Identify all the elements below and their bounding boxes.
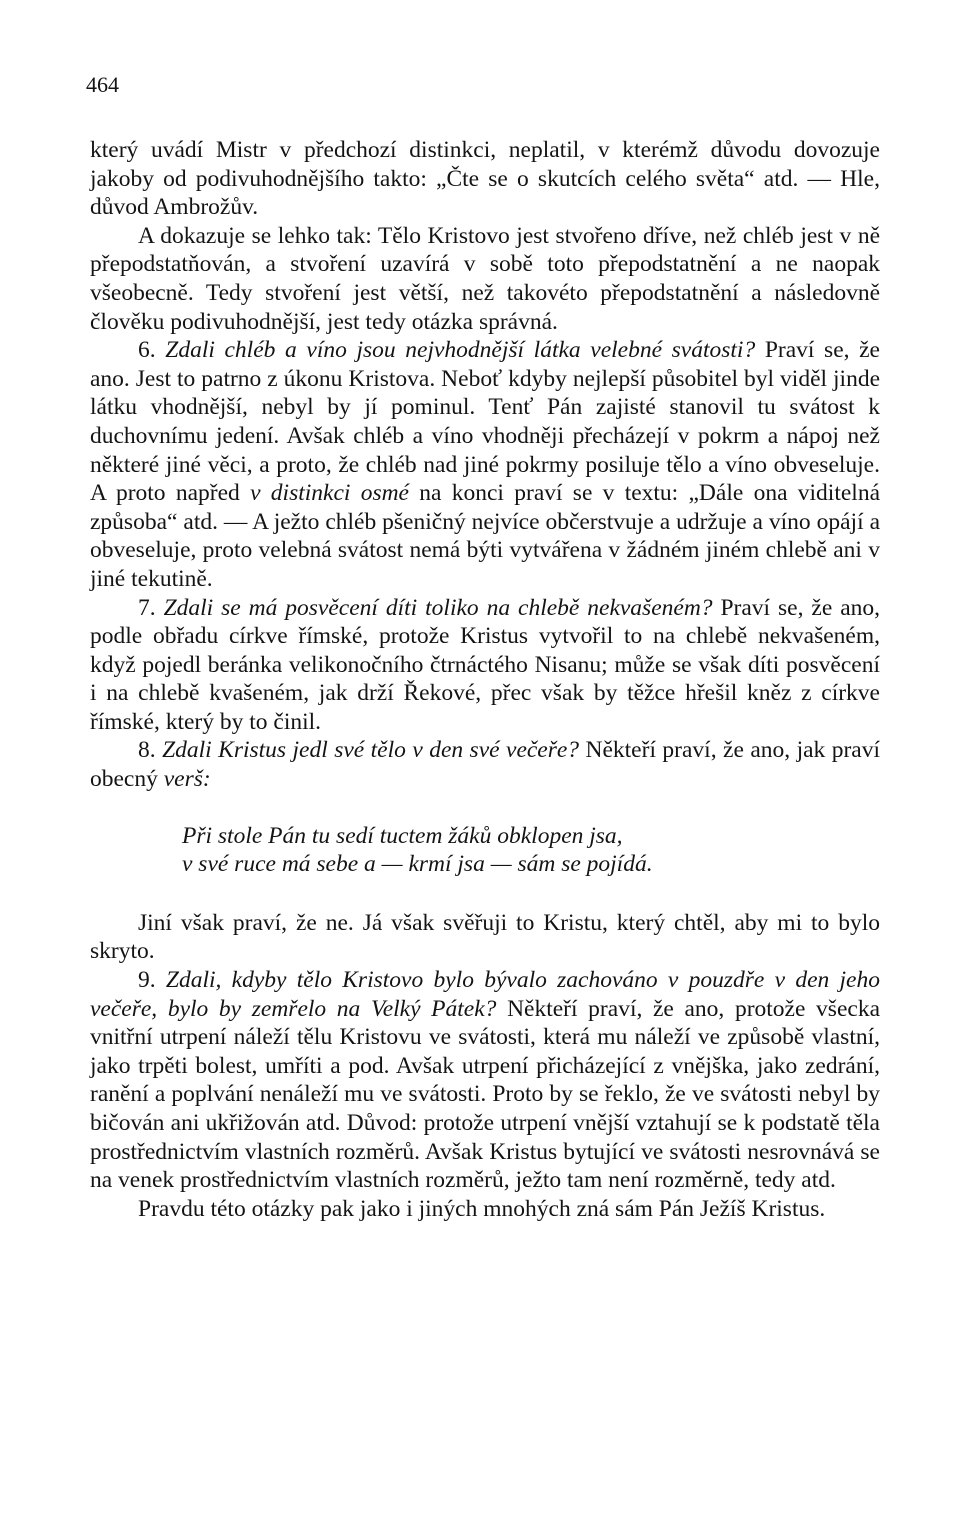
italic-text: Zdali, kdyby tělo Kristovo bylo bývalo zachováno v pouzdře v den jeho večeře, bylo by zemřelo na Velký Pátek? — [90, 967, 880, 1022]
text-run: 7. — [138, 594, 164, 621]
paragraphs-before-verse — [90, 136, 880, 794]
text-run: Jiní však praví, že ne. Já však svěřuji to Kristu, který chtěl, aby mi to bylo skryto. — [90, 909, 880, 965]
paragraph-p1 — [90, 136, 880, 222]
italic-text: Zdali se má posvěcení díti toliko na chlebě nekvašeném? — [163, 594, 713, 621]
text-run: Někteří praví, že ano, jak praví obecný — [90, 737, 880, 793]
paragraph-p2 — [90, 222, 880, 336]
text-run: 9. — [138, 967, 166, 994]
body-text — [90, 136, 880, 1223]
italic-text: Zdali chléb a víno jsou nejvhodnější látka velebné svátosti? — [165, 337, 756, 364]
text-run: 8. — [138, 737, 163, 764]
paragraph-p5 — [90, 736, 880, 793]
text-run: 6. — [138, 337, 166, 364]
paragraph-p7 — [90, 966, 880, 1195]
paragraphs-after-verse — [90, 909, 880, 1224]
italic-text: Zdali Kristus jedl své tělo v den své večeře? — [162, 737, 580, 764]
text-run: Někteří praví, že ano, protože všecka vnitřní utrpení náleží tělu Kristovu ve svátosti, která mu náleží ve způsobě vlastní, jako trpěti bolest, umříti a pod. Avšak utrpení přicházející z vnějška, jako zedrání, ranění a poplvání nenáleží mu ve svátosti. Proto by se řeklo, že ve svátosti nebyl by bičován ani ukřižován atd. Důvod: protože utrpení vnější vztahují se k podstatě těla prostřednictvím vlastních rozměrů. Avšak Kristus bytující ve svátosti nesrovnává se na venek prostřednictvím vlastních rozměrů, ježto tam není rozměrně, tedy atd. — [90, 995, 880, 1194]
text-run: na konci praví se v textu: „Dále ona viditelná způsoba“ atd. — A ježto chléb pšeničný nejvíce občerstvuje a udržuje a víno opájí a obveseluje, proto velebná svátost nemá býti vytvářena v žádném jiném chlebě ani v jiné tekutině. — [90, 480, 881, 592]
italic-text: v distinkci osmé — [250, 480, 409, 507]
page-number: 464 — [86, 72, 119, 97]
verse-block — [182, 822, 880, 879]
verse-line-2: v své ruce má sebe a — krmí jsa — sám se pojídá. — [182, 851, 653, 878]
text-run: který uvádí Mistr v předchozí distinkci, neplatil, v kterémž důvodu dovozuje jakoby od podivuhodnějšího takto: „Čte se o skutcích celého světa“ atd. — Hle, důvod Ambrožův. — [90, 137, 880, 221]
paragraph-p4 — [90, 594, 880, 737]
italic-text: verš: — [163, 766, 211, 793]
paragraph-p6 — [90, 909, 880, 966]
text-run: Praví se, že ano. Jest to patrno z úkonu Kristova. Neboť kdyby nejlepší působitel byl viděl jinde látku vhodnější, nebyl by jí pominul. Tenť Pán zajisté stanovil tu svátost k duchovnímu jedení. Avšak chléb a víno vhodněji přecházejí v pokrm a nápoj než některé jiné věci, a proto, že chléb nad jiné pokrmy posiluje tělo a víno obveseluje. A proto napřed — [90, 337, 880, 507]
paragraph-p3 — [90, 336, 880, 593]
text-run: A dokazuje se lehko tak: Tělo Kristovo jest stvořeno dříve, než chléb jest v ně přepodstatňován, a stvoření uzavírá v sobě toto přepodstatnění a ne naopak všeobecně. Tedy stvoření jest větší, než takovéto přepodstatnění a následovně člověku podivuhodnější, jest tedy otázka správná. — [90, 222, 880, 335]
paragraph-p8 — [90, 1195, 880, 1224]
text-run: Pravdu této otázky pak jako i jiných mnohých zná sám Pán Ježíš Kristus. — [138, 1195, 826, 1222]
text-run: Praví se, že ano, podle obřadu církve římské, protože Kristus vytvořil to na chlebě nekvašeném, když pojedl beránka velikonočního čtrnáctého Nisanu; může se však díti posvěcení i na chlebě kvašeném, jak drží Řekové, přec však by těžce hřešil kněz z církve římské, který by to činil. — [90, 594, 880, 735]
verse-line-1: Při stole Pán tu sedí tuctem žáků obklopen jsa, — [182, 822, 623, 849]
